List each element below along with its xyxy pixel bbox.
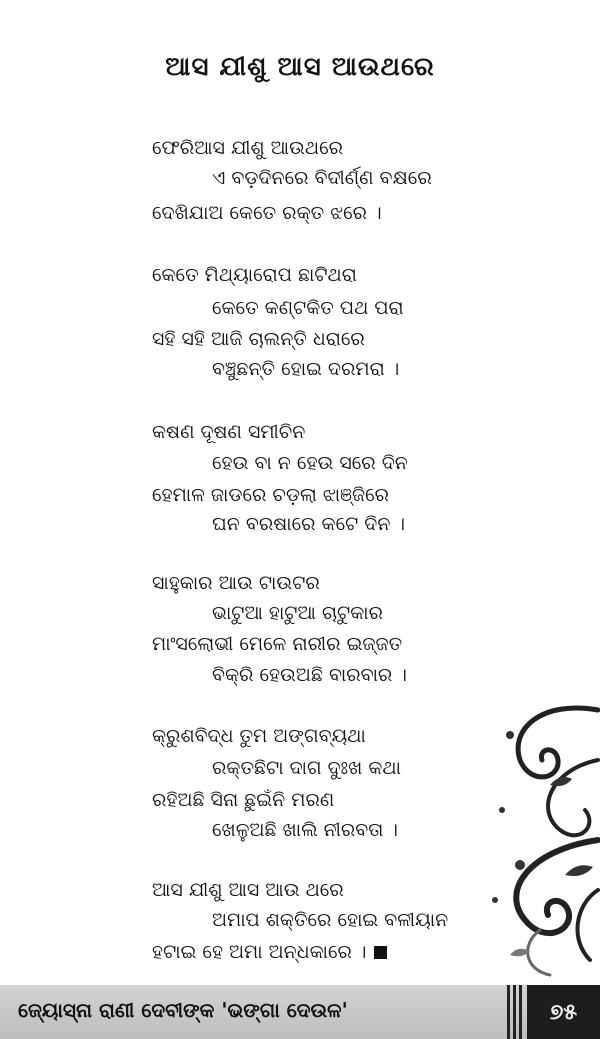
footer-divider-bars xyxy=(505,985,525,1039)
poem-line: ସହି ସହି ଆଜି ଚାଲନ୍ତି ଧରାରେ xyxy=(152,328,365,350)
poem-line: ହେମାଳ ଜାଡରେ ଚଡ଼ଲା ଝାଞ୍ଜିରେ xyxy=(152,484,390,506)
poem-line: ରକ୍ତଛିଟା ଦାଗ ଦୁଃଖ କଥା xyxy=(212,757,401,779)
poem-line-final xyxy=(152,940,387,964)
swirl-ornament-icon xyxy=(480,690,600,980)
poem-line: ଏ ବଡ଼ଦିନରେ ବିଦୀର୍ଣ୍ଣ ବକ୍ଷରେ xyxy=(212,167,432,189)
poem-line: ଘନ ବରଷାରେ କଟେ ଦିନ । xyxy=(212,513,406,535)
poem-line: ରହିଅଛି ସିନା ଛୁଇଁନି ମରଣ xyxy=(152,789,335,811)
poem-title: ଆସ ଯୀଶୁ ଆସ ଆଉଥରେ xyxy=(165,52,435,82)
poem-line: ଆସ ଯୀଶୁ ଆସ ଆଉ ଥରେ xyxy=(152,879,344,901)
page-number: ୭୫ xyxy=(527,985,600,1039)
poem-line: ଅମାପ ଶକ୍ତିରେ ହୋଇ ବଳୀୟାନ xyxy=(212,909,449,931)
poem-line: ଖେଳୁଅଛି ଖାଲି ନୀରବତା । xyxy=(212,819,398,841)
poem-line: କ୍ରୁଶବିଦ୍ଧ ତୁମ ଅଙ୍ଗବ୍ୟଥା xyxy=(152,725,366,747)
poem-line: କେତେ କଣ୍ଟକିତ ପଥ ପରା xyxy=(212,297,404,319)
book-credit: ଜ୍ୟୋସ୍ନା ରାଣୀ ଦେବୀଙ୍କ 'ଭଙ୍ଗା ଦେଉଳ' xyxy=(18,998,348,1022)
poem-line: ମାଂସଲୋଭୀ ମେଳେ ନାରୀର ଇଜ୍ଜତ xyxy=(152,633,403,655)
poem-line: ଭାଟୁଆ ହାଟୁଆ ଚାଟୁକାର xyxy=(212,602,383,624)
poem-line: ଦେଖିଯାଅ କେତେ ରକ୍ତ ଝରେ । xyxy=(152,202,382,224)
poem-line: ବଞ୍ଚୁଛନ୍ତି ହୋଇ ଦରମରା । xyxy=(212,358,400,380)
poem-line: କେତେ ମିଥ୍ୟାରୋପ ଛାଟିଥରା xyxy=(152,264,357,286)
poem-line: ହେଉ ବା ନ ହେଉ ସରେ ଦିନ xyxy=(212,452,408,474)
poem-line: ସାହୁକାର ଆଉ ଟାଉଟର xyxy=(152,572,320,594)
end-mark-icon xyxy=(374,946,387,959)
poem-line: ବିକ୍ରି ହେଉଅଛି ବାରବାର । xyxy=(212,664,407,686)
poem-line: ଫେରିଆସ ଯୀଶୁ ଆଉଥରେ xyxy=(152,137,344,159)
page-footer xyxy=(0,985,600,1039)
poem-line: କଷଣ ଦୂଷଣ ସମୀଚିନ xyxy=(152,421,306,443)
poem-line-text: ହଟାଇ ହେ ଅମା ଅନ୍ଧକାରେ । xyxy=(152,941,367,963)
